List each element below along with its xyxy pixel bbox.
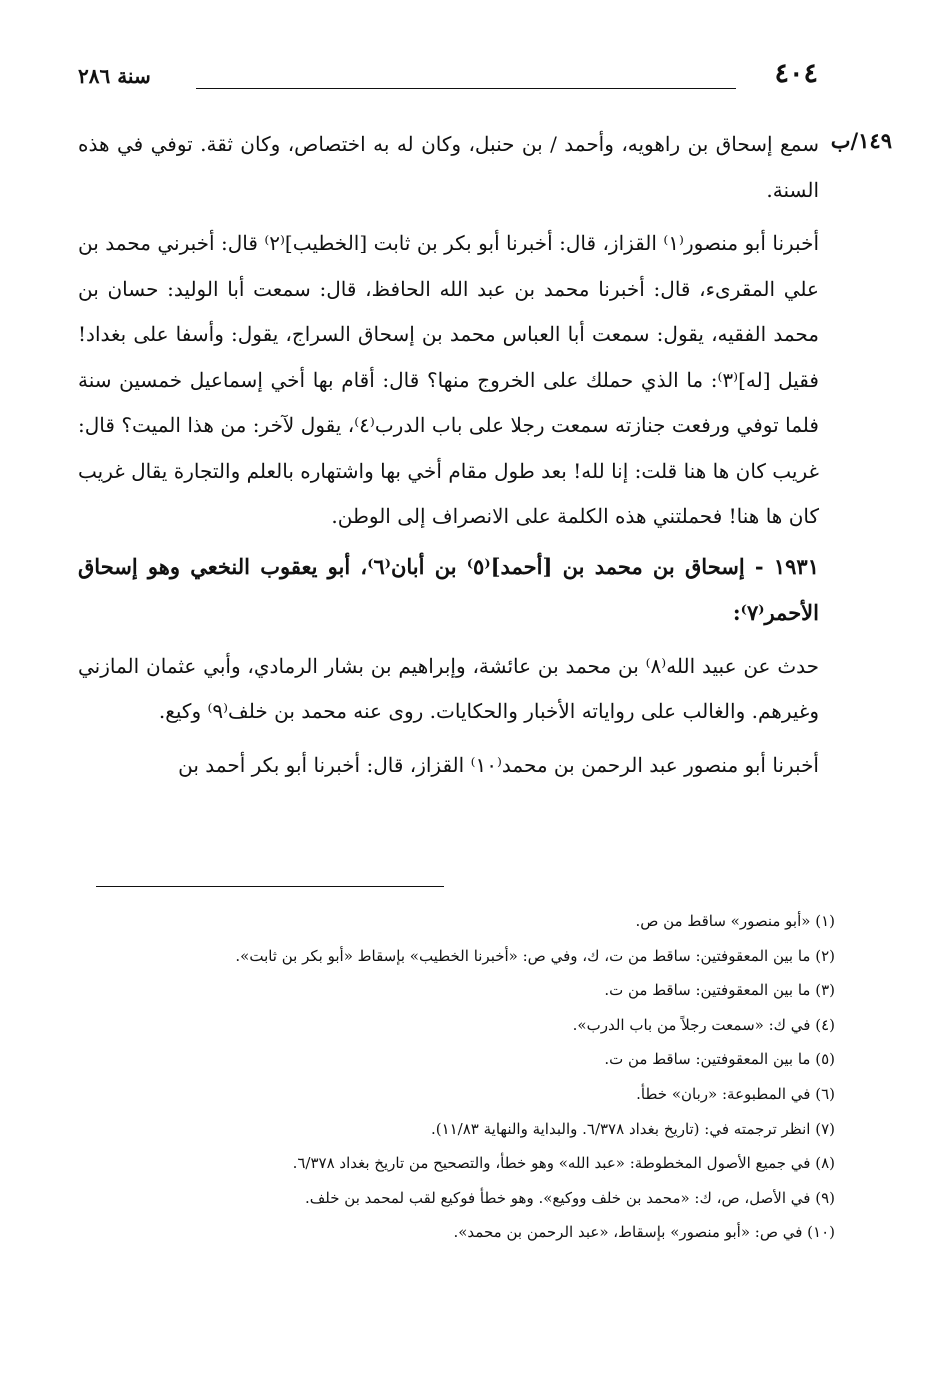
paragraph: أخبرنا أبو منصور عبد الرحمن بن محمد⁽١٠⁾ القزاز، قال: أخبرنا أبو بكر أحمد بن: [178, 752, 819, 777]
footnote: (٩) في الأصل، ص، ك: «محمد بن خلف ووكيع». وهو خطأ فوكيع لقب لمحمد بن خلف.: [304, 1188, 835, 1207]
footnotes: [70, 904, 835, 1250]
year-label: سنة ٢٨٦: [78, 64, 151, 88]
page-header: [78, 58, 818, 98]
main-text: [78, 122, 819, 788]
header-rule: [196, 88, 736, 89]
footnote: (٨) في جميع الأصول المخطوطة: «عبد الله» وهو خطأ، والتصحيح من تاريخ بغداد ٦/٣٧٨.: [292, 1154, 835, 1173]
footnote: (٥) ما بين المعقوفتين: ساقط من ت.: [604, 1050, 835, 1069]
footnote: (٧) انظر ترجمته في: (تاريخ بغداد ٦/٣٧٨. والبداية والنهاية ١١/٨٣).: [430, 1119, 835, 1138]
entry-heading: ١٩٣١ - إسحاق بن محمد بن [أحمد]⁽٥⁾ بن أبان⁽٦⁾، أبو يعقوب النخعي وهو إسحاق الأحمر⁽٧⁾:: [78, 553, 819, 625]
paragraph: سمع إسحاق بن راهويه، وأحمد / بن حنبل، وكان له به اختصاص، وكان ثقة. توفي في هذه السنة.: [78, 132, 819, 202]
paragraph: أخبرنا أبو منصور⁽١⁾ القزاز، قال: أخبرنا أبو بكر بن ثابت [الخطيب]⁽٢⁾ قال: أخبرني محمد بن علي المقرىء، قال: أخبرنا محمد بن عبد الله الحافظ، قال: سمعت أبا الوليد: حسان بن محمد الفقيه، يقول: سمعت أبا العباس محمد بن إسحاق السراج، يقول: وأسفا على بغداد! فقيل [له]⁽٣⁾: ما الذي حملك على الخروج منها؟ قال: أقام بها أخي إسماعيل خمسين سنة فلما توفي ورفعت جنازته سمعت رجلا على باب الدرب⁽٤⁾، يقول لآخر: من هذا الميت؟ قال: غريب كان ها هنا قلت: إنا لله! بعد طول مقام أخي بها واشتهاره بالعلم والتجارة يقال غريب كان ها هنا! فحملتني هذه الكلمة على الانصراف إلى الوطن.: [78, 231, 819, 528]
footnote: (١٠) في ص: «أبو منصور» بإسقاط، «عبد الرحمن بن محمد».: [453, 1223, 835, 1242]
paragraph: حدث عن عبيد الله⁽٨⁾ بن محمد بن عائشة، وإبراهيم بن بشار الرمادي، وأبي عثمان المازني وغيرهم. والغالب على رواياته الأخبار والحكايات. روى عنه محمد بن خلف⁽٩⁾ وكيع.: [78, 653, 820, 723]
footnote: (٢) ما بين المعقوفتين: ساقط من ت، ك، وفي ص: «أخبرنا الخطيب» بإسقاط «أبو بكر بن ثابت».: [235, 946, 835, 965]
footnote: (٣) ما بين المعقوفتين: ساقط من ت.: [604, 981, 835, 1000]
page-number: ٤٠٤: [774, 58, 818, 89]
footnote: (١) «أبو منصور» ساقط من ص.: [635, 912, 835, 930]
footnote-separator: [96, 886, 444, 887]
manuscript-folio-note: ١٤٩/ب: [830, 128, 892, 153]
footnote: (٤) في ك: «سمعت رجلاً من باب الدرب».: [572, 1015, 835, 1034]
footnote: (٦) في المطبوعة: «ربان» خطأ.: [636, 1084, 835, 1103]
